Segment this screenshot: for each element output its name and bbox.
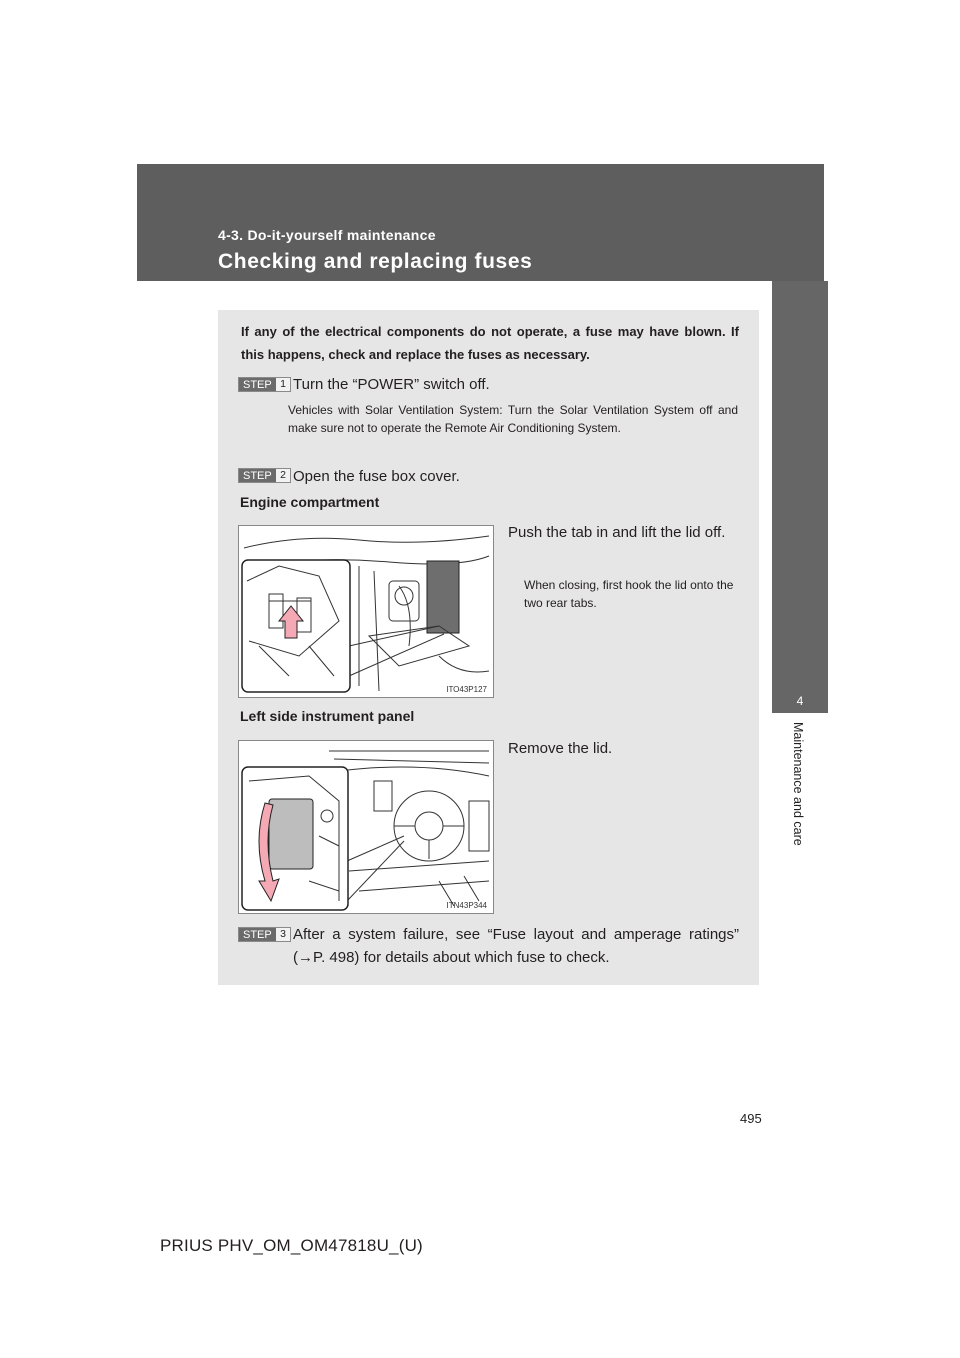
- step-3-badge: [238, 927, 291, 942]
- footer-model-code: PRIUS PHV_OM_OM47818U_(U): [160, 1236, 423, 1255]
- step-3-text: After a system failure, see “Fuse layout and amperage ratings” (→P. 498) for details about which fuse to check.: [293, 926, 739, 966]
- intro-text: If any of the electrical components do not operate, a fuse may have blown. If this happens, check and replace the fuses as necessary.: [241, 324, 739, 362]
- engine-compartment-heading: Engine compartment: [240, 494, 380, 510]
- step-1-note: Vehicles with Solar Ventilation System: Turn the Solar Ventilation System off and make sure not to operate the Remote Air Conditioning System.: [288, 403, 738, 435]
- step-badge-label: STEP: [243, 378, 272, 391]
- step-badge-number: 3: [276, 928, 290, 941]
- figure-code: ITO43P127: [446, 685, 487, 694]
- step-1-badge: [238, 377, 291, 392]
- figure-code: ITN43P344: [446, 901, 487, 910]
- step-badge-number: 1: [276, 378, 290, 391]
- step-1-text: Turn the “POWER” switch off.: [293, 376, 490, 393]
- engine-compartment-note: When closing, first hook the lid onto the two rear tabs.: [524, 578, 734, 610]
- step-badge-label: STEP: [243, 469, 272, 482]
- engine-compartment-instruction: Push the tab in and lift the lid off.: [508, 524, 726, 541]
- step-2-badge: [238, 468, 291, 483]
- page-title: Checking and replacing fuses: [218, 250, 533, 273]
- chapter-number: 4: [796, 694, 804, 708]
- instrument-panel-instruction: Remove the lid.: [508, 740, 613, 757]
- engine-compartment-figure: [238, 525, 494, 698]
- chapter-title: Maintenance and care: [791, 722, 805, 846]
- step-2-text: Open the fuse box cover.: [293, 468, 460, 485]
- instrument-panel-heading: Left side instrument panel: [240, 708, 415, 724]
- step-badge-number: 2: [276, 469, 290, 482]
- chapter-tab[interactable]: [772, 281, 828, 713]
- step-badge-label: STEP: [243, 928, 272, 941]
- instrument-panel-figure: [238, 740, 494, 914]
- page-number: 495: [740, 1111, 762, 1126]
- section-label: 4-3. Do-it-yourself maintenance: [218, 227, 436, 243]
